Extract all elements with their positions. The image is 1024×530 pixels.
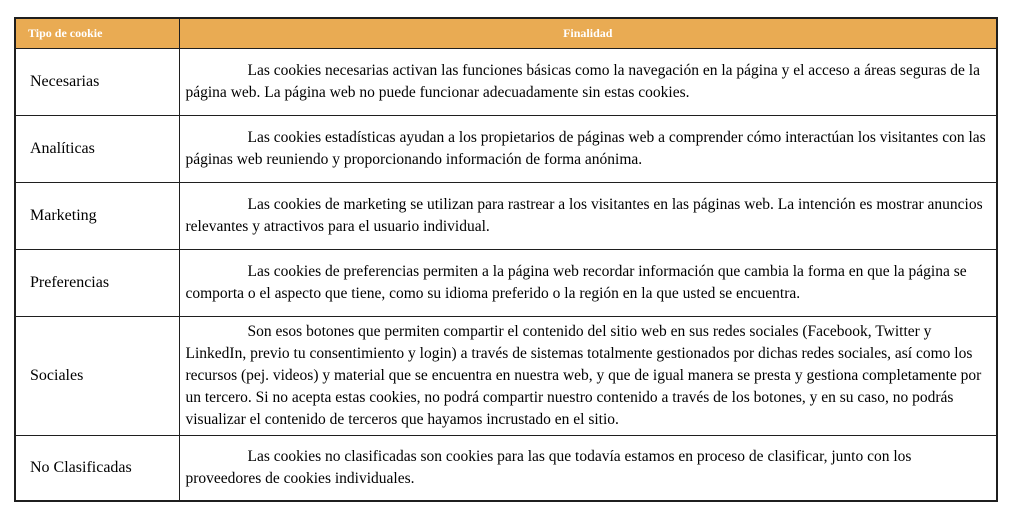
purpose-paragraph: Las cookies de marketing se utilizan para rastrear a los visitantes en las páginas web. La intención es mostrar anuncios relevantes y atractivos para el usuario individual. xyxy=(185,195,983,235)
cell-cookie-type: Preferencias xyxy=(15,249,179,316)
purpose-paragraph: Las cookies no clasificadas son cookies para las que todavía estamos en proceso de clasificar, junto con los proveedores de cookies individuales. xyxy=(185,447,912,487)
cell-cookie-purpose xyxy=(179,316,997,435)
cell-cookie-purpose xyxy=(179,249,997,316)
table-row xyxy=(15,249,997,316)
cell-cookie-purpose xyxy=(179,48,997,115)
table-row xyxy=(15,115,997,182)
cell-cookie-type: Analíticas xyxy=(15,115,179,182)
table-header xyxy=(15,18,997,48)
header-cell-tipo-de-cookie: Tipo de cookie xyxy=(15,18,179,48)
cell-cookie-type: No Clasificadas xyxy=(15,435,179,501)
table-body xyxy=(15,48,997,501)
purpose-paragraph: Las cookies necesarias activan las funciones básicas como la navegación en la página y el acceso a áreas seguras de la página web. La página web no puede funcionar adecuadamente sin estas cookies. xyxy=(185,61,980,101)
purpose-paragraph: Las cookies estadísticas ayudan a los propietarios de páginas web a comprender cómo interactúan los visitantes con las páginas web reuniendo y proporcionando información de forma anónima. xyxy=(185,128,986,168)
purpose-paragraph: Son esos botones que permiten compartir el contenido del sitio web en sus redes sociales (Facebook, Twitter y LinkedIn, previo tu consentimiento y login) a través de sistemas totalmente gestionados por dichas redes sociales, así como los recursos (pej. videos) y material que se encuentra en nuestra web, y que de igual manera se presta y gestiona completamente por un tercero. Si no acepta estas cookies, no podrá compartir nuestro contenido a través de los botones, y en su caso, no podrás visualizar el contenido de terceros que hayamos incrustado en el sitio. xyxy=(185,322,982,428)
cell-cookie-purpose xyxy=(179,115,997,182)
header-row xyxy=(15,18,997,48)
cookie-policy-table-container xyxy=(14,17,998,502)
table-row xyxy=(15,435,997,501)
cell-cookie-purpose xyxy=(179,435,997,501)
table-row xyxy=(15,48,997,115)
header-cell-finalidad: Finalidad xyxy=(179,18,997,48)
cell-cookie-purpose xyxy=(179,182,997,249)
cell-cookie-type: Necesarias xyxy=(15,48,179,115)
cell-cookie-type: Marketing xyxy=(15,182,179,249)
purpose-paragraph: Las cookies de preferencias permiten a la página web recordar información que cambia la forma en que la página se comporta o el aspecto que tiene, como su idioma preferido o la región en la que usted se encuentra. xyxy=(185,262,967,302)
table-row xyxy=(15,182,997,249)
cell-cookie-type: Sociales xyxy=(15,316,179,435)
table-row xyxy=(15,316,997,435)
cookie-table xyxy=(14,17,998,502)
